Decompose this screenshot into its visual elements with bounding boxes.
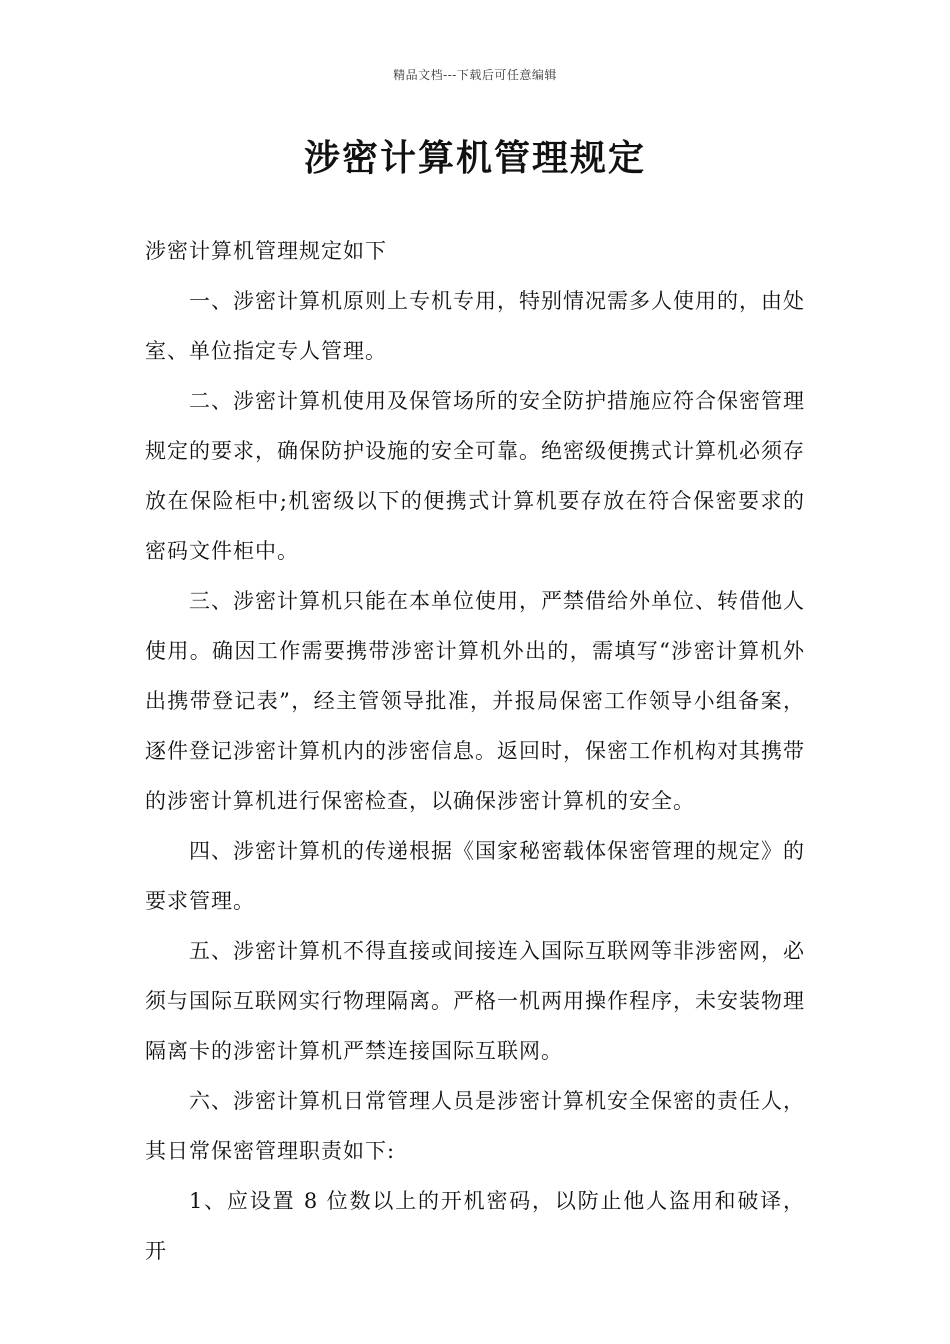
paragraph-4: 四、涉密计算机的传递根据《国家秘密载体保密管理的规定》的要求管理。: [145, 839, 805, 913]
paragraph-5: 五、涉密计算机不得直接或间接连入国际互联网等非涉密网，必须与国际互联网实行物理隔离。严格一机两用操作程序，未安装物理隔离卡的涉密计算机严禁连接国际互联网。: [145, 939, 805, 1063]
header-note: 精品文档---下载后可任意编辑: [393, 68, 557, 82]
intro-paragraph: 涉密计算机管理规定如下: [145, 239, 387, 263]
paragraph-2: 二、涉密计算机使用及保管场所的安全防护措施应符合保密管理规定的要求，确保防护设施的安全可靠。绝密级便携式计算机必须存放在保险柜中;机密级以下的便携式计算机要存放在符合保密要求的密码文件柜中。: [145, 389, 805, 563]
paragraph-1: 一、涉密计算机原则上专机专用，特别情况需多人使用的，由处室、单位指定专人管理。: [145, 289, 805, 363]
paragraph-7: 1、应设置 8 位数以上的开机密码，以防止他人盗用和破译，开: [145, 1189, 805, 1263]
document-body: [145, 226, 805, 1276]
paragraph-3: 三、涉密计算机只能在本单位使用，严禁借给外单位、转借他人使用。确因工作需要携带涉密计算机外出的，需填写“涉密计算机外出携带登记表”，经主管领导批准，并报局保密工作领导小组备案，逐件登记涉密计算机内的涉密信息。返回时，保密工作机构对其携带的涉密计算机进行保密检查，以确保涉密计算机的安全。: [145, 589, 805, 813]
paragraph-6: 六、涉密计算机日常管理人员是涉密计算机安全保密的责任人，其日常保密管理职责如下:: [145, 1089, 805, 1163]
document-title: 涉密计算机管理规定: [303, 138, 646, 179]
